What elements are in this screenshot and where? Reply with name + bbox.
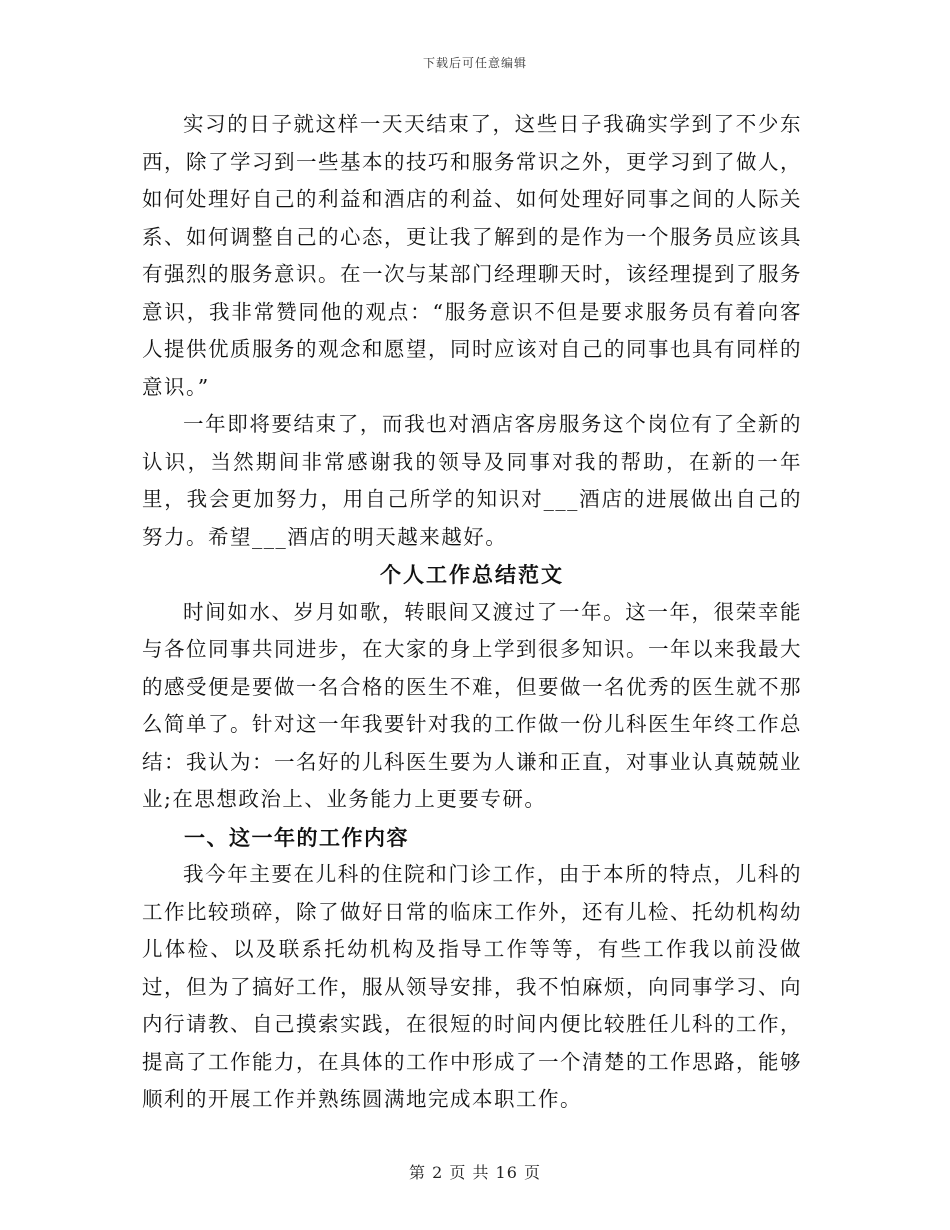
page-footer: 第 2 页 共 16 页 xyxy=(409,1163,541,1182)
page-header: 下载后可任意编辑 xyxy=(422,56,527,70)
paragraph-internship-summary: 实习的日子就这样一天天结束了，这些日子我确实学到了不少东西，除了学习到一些基本的技巧和服务常识之外，更学习到了做人，如何处理好自己的利益和酒店的利益、如何处理好同事之间的人际关系、如何调整自己的心态，更让我了解到的是作为一个服务员应该具有强烈的服务意识。在一次与某部门经理聊天时，该经理提到了服务意识，我非常赞同他的观点：“服务意识不但是要求服务员有着向客人提供优质服务的观念和愿望，同时应该对自己的同事也具有同样的意识。” xyxy=(142,112,802,399)
document-body xyxy=(142,106,802,1119)
paragraph-intro: 时间如水、岁月如歌，转眼间又渡过了一年。这一年，很荣幸能与各位同事共同进步，在大家的身上学到很多知识。一年以来我最大的感受便是要做一名合格的医生不难，但要做一名优秀的医生就不那么简单了。针对这一年我要针对我的工作做一份儿科医生年终工作总结：我认为：一名好的儿科医生要为人谦和正直，对事业认真兢兢业业;在思想政治上、业务能力上更要专研。 xyxy=(142,599,802,811)
paragraph-year-end: 一年即将要结束了，而我也对酒店客房服务这个岗位有了全新的认识，当然期间非常感谢我的领导及同事对我的帮助，在新的一年里，我会更加努力，用自己所学的知识对___酒店的进展做出自己的努力。希望___酒店的明天越来越好。 xyxy=(142,412,802,549)
document-title: 个人工作总结范文 xyxy=(380,562,564,587)
paragraph-work-content: 我今年主要在儿科的住院和门诊工作，由于本所的特点，儿科的工作比较琐碎，除了做好日常的临床工作外，还有儿检、托幼机构幼儿体检、以及联系托幼机构及指导工作等等，有些工作我以前没做过，但为了搞好工作，服从领导安排，我不怕麻烦，向同事学习、向内行请教、自己摸索实践，在很短的时间内便比较胜任儿科的工作，提高了工作能力，在具体的工作中形成了一个清楚的工作思路，能够顺利的开展工作并熟练圆满地完成本职工作。 xyxy=(142,862,802,1111)
section-heading-work-content: 一、这一年的工作内容 xyxy=(184,824,409,850)
